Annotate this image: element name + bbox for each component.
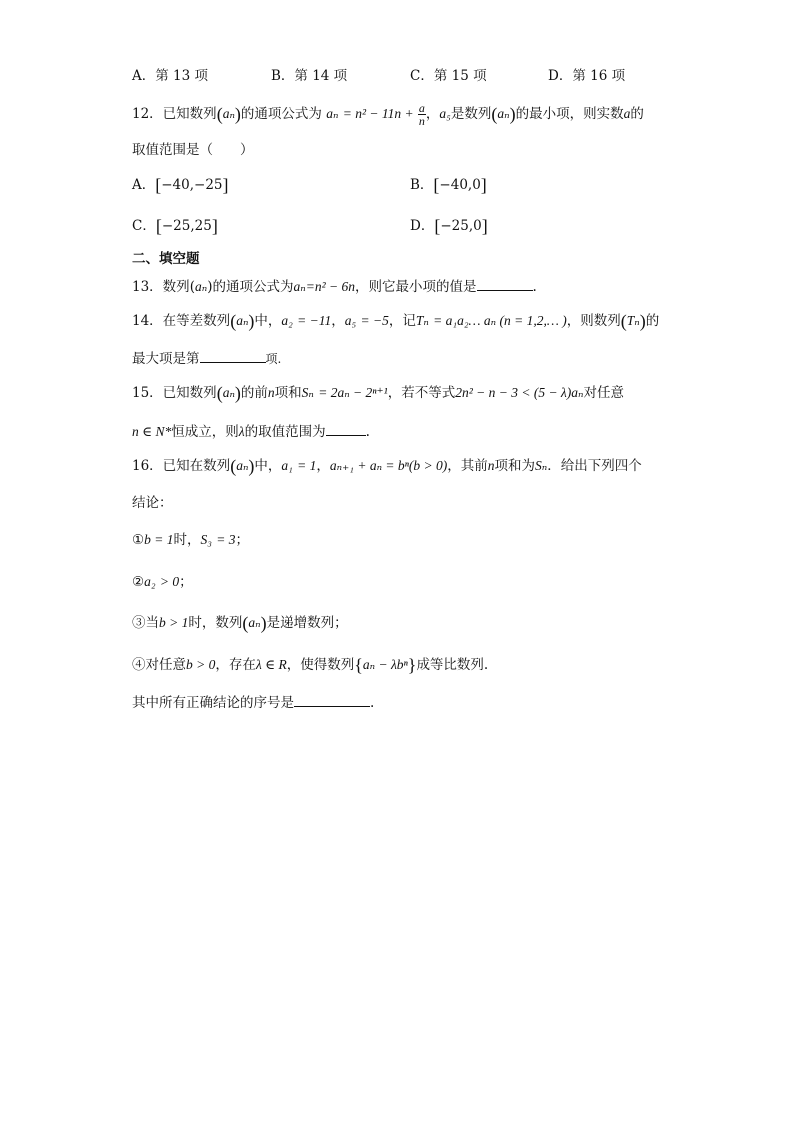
q14-tn: Tₙ xyxy=(415,313,429,328)
q16-c3-cond: b > 1 xyxy=(159,615,189,630)
q14-text1: 中， xyxy=(254,313,282,329)
q16-text2: ，其前 xyxy=(447,458,488,474)
q11-option-b[interactable]: B．第 14 项 xyxy=(271,68,348,84)
q12-option-a[interactable]: A．[−40,−25] xyxy=(132,175,229,195)
q12-frac-den: n xyxy=(418,114,425,128)
q16-conclusion-1 xyxy=(132,531,249,549)
q16-an: aₙ xyxy=(236,458,249,473)
q12-an: aₙ xyxy=(222,106,235,121)
q12-formula: = n² − 11n + xyxy=(342,106,414,121)
q15-stem: 15．已知数列(aₙ)的前n项和Sₙ = 2aₙ − 2ⁿ⁺¹，若不等式2n² − n − 3 < (5 − λ)aₙ对任意 xyxy=(132,383,624,403)
q13-end: . xyxy=(532,279,537,295)
q11-option-a[interactable]: A．第 13 项 xyxy=(132,68,209,84)
q15-text3: ，若不等式 xyxy=(387,385,456,401)
q14-tn-2: Tₙ xyxy=(626,313,640,328)
q14-text2: ，记 xyxy=(388,313,416,329)
q12-a5: a₅ xyxy=(439,106,451,121)
q16-c1-text: 时， xyxy=(173,532,201,548)
q16-n: n xyxy=(487,458,495,473)
q12-fraction xyxy=(418,102,426,127)
q16-stem-line2: 结论： xyxy=(132,495,173,511)
q12-prefix: 12．已知数列 xyxy=(132,106,217,122)
q16-c4-seq: aₙ − λbⁿ xyxy=(362,657,408,672)
q14-a2-value: = −11 xyxy=(297,313,332,328)
q16-final-end: . xyxy=(370,695,375,711)
q16-prefix: 16．已知在数列 xyxy=(132,458,231,474)
q13-text2: ，则它最小项的值是 xyxy=(355,279,477,295)
q12-text4: 的 xyxy=(630,106,644,122)
q16-c4-text1: ，存在 xyxy=(215,657,256,673)
q16-c1-end: ； xyxy=(235,532,249,548)
q16-c3-marker: ③当 xyxy=(132,615,159,631)
q16-c2-a2: a₂ xyxy=(144,574,156,589)
q13-answer-blank[interactable] xyxy=(477,276,533,291)
q16-recurrence: aₙ₊₁ + aₙ = bⁿ xyxy=(329,458,409,473)
q16-c4-lambda: λ ∈ R xyxy=(255,657,287,672)
q13-prefix: 13．数列 xyxy=(132,279,190,295)
q16-final-text: 其中所有正确结论的序号是 xyxy=(132,695,294,711)
q15-text5: 恒成立，则 xyxy=(171,424,239,440)
q14-tn-def: = a₁a₂… aₙ (n = 1,2,… ) xyxy=(433,313,567,328)
section-heading-fill-in: 二、填空题 xyxy=(132,251,200,267)
q16-conclusion-3: ③当b > 1时，数列(aₙ)是递增数列； xyxy=(132,613,348,633)
q16-final-prompt xyxy=(132,692,374,712)
q14-an: aₙ xyxy=(236,313,249,328)
q14-a2: a₂ xyxy=(281,313,293,328)
q16-c1-value: = 3 xyxy=(216,532,236,547)
q12-stem: 12．已知数列(aₙ)的通项公式为 aₙ = n² − 11n + $\frac{a}{n}$ ，a₅是数列(aₙ)的最小项，则实数a的 xyxy=(132,101,644,128)
q12-option-b-label: B． xyxy=(410,177,434,193)
q15-prefix: 15．已知数列 xyxy=(132,385,217,401)
q14-a5-value: = −5 xyxy=(360,313,389,328)
q12-option-a-label: A． xyxy=(132,177,156,193)
q12-option-c-value: −25,25 xyxy=(161,218,212,234)
q16-text1: 中， xyxy=(254,458,282,474)
q15-an: aₙ xyxy=(222,385,235,400)
q15-domain: n ∈ N* xyxy=(132,424,172,439)
q16-c1-marker: ① xyxy=(132,532,145,548)
q16-conclusion-4: ④对任意b > 0，存在λ ∈ R，使得数列{aₙ − λbⁿ}成等比数列. xyxy=(132,655,489,675)
q12-an-2: aₙ xyxy=(497,106,510,121)
q14-line2: 最大项是第 xyxy=(132,351,200,367)
q16-c3-an: aₙ xyxy=(248,615,261,630)
q15-inequality: 2n² − n − 3 < (5 − λ)aₙ xyxy=(455,385,584,400)
q11-option-d[interactable]: D．第 16 项 xyxy=(548,68,626,84)
q12-an-lhs: aₙ xyxy=(326,106,339,121)
q16-c4-text2: ，使得数列 xyxy=(286,657,355,673)
q12-a: a xyxy=(623,106,631,121)
q16-c4-end: 成等比数列. xyxy=(416,657,489,673)
q12-text1: 的通项公式为 xyxy=(240,106,322,122)
q14-stem-line2 xyxy=(132,348,281,368)
q16-text4: ．给出下列四个 xyxy=(547,458,642,474)
q15-text1: 的前 xyxy=(240,385,268,401)
q12-stem-line2: 取值范围是（ ） xyxy=(132,142,254,158)
q15-text2: 项和 xyxy=(274,385,302,401)
q12-frac-num: a xyxy=(418,101,425,115)
q13-formula: =n² − 6n xyxy=(305,279,355,294)
q13-an-lhs: aₙ xyxy=(293,279,306,294)
q16-c3-end: 是递增数列； xyxy=(266,615,348,631)
q14-text4: 的 xyxy=(645,313,660,329)
q12-option-d-label: D． xyxy=(410,218,435,234)
q16-condition: (b > 0) xyxy=(408,458,448,473)
q16-c2-cond: > 0 xyxy=(159,574,180,589)
q14-a5: a₅ xyxy=(344,313,357,328)
q15-answer-blank[interactable] xyxy=(326,421,366,436)
q16-a1-value: = 1 xyxy=(297,458,317,473)
q16-c2-marker: ② xyxy=(132,574,145,590)
q13-an: aₙ xyxy=(194,279,208,294)
q16-c4-marker: ④对任意 xyxy=(132,657,186,673)
q16-sn: Sₙ xyxy=(535,458,548,473)
q16-c1-s3: S₃ xyxy=(200,532,212,547)
q14-stem: 14．在等差数列(aₙ)中，a₂ = −11，a₅ = −5，记Tₙ = a₁a₂… aₙ (n = 1,2,… )，则数列(Tₙ)的 xyxy=(132,311,660,331)
q14-text3: ，则数列 xyxy=(566,313,621,329)
q16-answer-blank[interactable] xyxy=(294,692,370,707)
q12-option-c-label: C． xyxy=(132,218,156,234)
q15-sn: Sₙ xyxy=(301,385,314,400)
q16-c4-cond: b > 0 xyxy=(186,657,216,672)
q13-text1: 的通项公式为 xyxy=(212,279,294,295)
q12-option-b-value: −40,0 xyxy=(439,177,481,193)
q16-conclusion-2 xyxy=(132,573,193,591)
q16-c3-text: 时，数列 xyxy=(188,615,243,631)
q15-text4: 对任意 xyxy=(583,385,624,401)
q16-c2-end: ； xyxy=(179,574,193,590)
q16-stem: 16．已知在数列(aₙ)中，a₁ = 1，aₙ₊₁ + aₙ = bⁿ(b > 0)，其前n项和为Sₙ．给出下列四个 xyxy=(132,456,642,476)
q12-option-d[interactable]: D．[−25,0] xyxy=(410,216,488,236)
q12-text3: 的最小项，则实数 xyxy=(515,106,624,122)
q12-option-a-value: −40,−25 xyxy=(161,177,223,193)
q15-lambda: λ xyxy=(238,424,245,439)
q12-option-c[interactable]: C．[−25,25] xyxy=(132,216,218,236)
q15-n: n xyxy=(267,385,275,400)
q14-prefix: 14．在等差数列 xyxy=(132,313,231,329)
q15-end: . xyxy=(365,424,370,440)
q12-text2: 是数列 xyxy=(450,106,492,122)
q12-option-d-value: −25,0 xyxy=(440,218,482,234)
q12-option-b[interactable]: B．[−40,0] xyxy=(410,175,487,195)
q13-stem: 13．数列(aₙ)的通项公式为aₙ=n² − 6n，则它最小项的值是 . xyxy=(132,276,537,296)
q15-text6: 的取值范围为 xyxy=(244,424,326,440)
q16-c1-cond: b = 1 xyxy=(144,532,174,547)
q11-option-c[interactable]: C．第 15 项 xyxy=(410,68,487,84)
q16-text3: 项和为 xyxy=(494,458,536,474)
q15-stem-line2 xyxy=(132,421,370,441)
q15-sn-def: = 2aₙ − 2ⁿ⁺¹ xyxy=(318,385,388,400)
q14-answer-blank[interactable] xyxy=(200,348,266,363)
q16-a1: a₁ xyxy=(281,458,293,473)
q14-end: 项. xyxy=(265,352,282,366)
